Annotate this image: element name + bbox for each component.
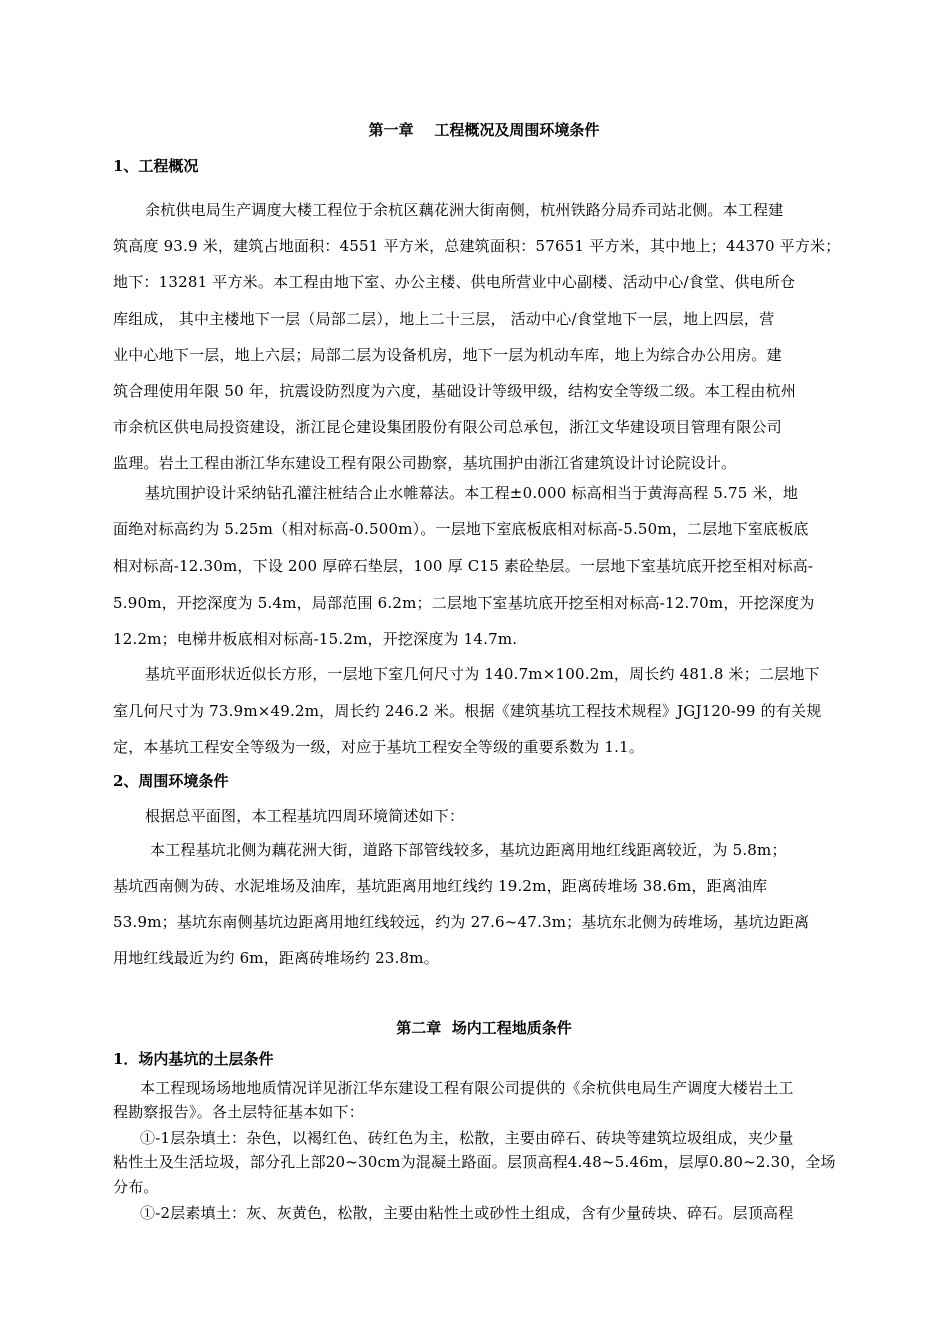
paragraph-line: 用地红线最近为约 6m，距离砖堆场约 23.8m。	[113, 949, 439, 967]
paragraph-line: 室几何尺寸为 73.9m×49.2m，周长约 246.2 米。根据《建筑基坑工程技术规程》JGJ120-99 的有关规	[113, 702, 822, 720]
paragraph-line: 分布。	[113, 1178, 159, 1196]
paragraph-line: ①-1层杂填土：杂色，以褐红色、砖红色为主，松散，主要由碎石、砖块等建筑垃圾组成，夹少量	[140, 1129, 794, 1147]
paragraph-line: ①-2层素填土：灰、灰黄色，松散，主要由粘性土或砂性土组成，含有少量砖块、碎石。层顶高程	[140, 1204, 794, 1222]
paragraph-line: 面绝对标高约为 5.25m（相对标高-0.500m）。一层地下室底板底相对标高-5.50m，二层地下室底板底	[113, 520, 809, 538]
paragraph-line: 粘性土及生活垃圾，部分孔上部20~30cm为混凝土路面。层顶高程4.48~5.46m，层厚0.80~2.30，全场	[113, 1153, 836, 1171]
paragraph-line: 53.9m；基坑东南侧基坑边距离用地红线较远，约为 27.6~47.3m；基坑东北侧为砖堆场，基坑边距离	[113, 913, 810, 931]
paragraph-line: 本工程现场场地地质情况详见浙江华东建设工程有限公司提供的《余杭供电局生产调度大楼岩土工	[140, 1079, 794, 1097]
paragraph-line: 筑合理使用年限 50 年，抗震设防烈度为六度，基础设计等级甲级，结构安全等级二级。本工程由杭州	[113, 382, 797, 400]
paragraph-line: 根据总平面图，本工程基坑四周环境简述如下：	[145, 807, 465, 825]
paragraph-line: 程勘察报告》。各土层特征基本如下：	[113, 1103, 364, 1121]
paragraph-line: 市余杭区供电局投资建设，浙江昆仑建设集团股份有限公司总承包，浙江文华建设项目管理有限公司	[113, 418, 782, 436]
paragraph-line: 基坑围护设计采纳钻孔灌注桩结合止水帷幕法。本工程±0.000 标高相当于黄海高程 5.75 米，地	[145, 484, 799, 502]
paragraph-line: 监理。岩土工程由浙江华东建设工程有限公司勘察，基坑围护由浙江省建筑设计讨论院设计。	[113, 454, 737, 472]
paragraph-line: 库组成， 其中主楼地下一层（局部二层），地上二十三层， 活动中心/食堂地下一层，地上四层，营	[113, 310, 775, 328]
paragraph-line: 业中心地下一层，地上六层；局部二层为设备机房，地下一层为机动车库，地上为综合办公用房。建	[113, 346, 782, 364]
paragraph-line: 本工程基坑北侧为藕花洲大街，道路下部管线较多，基坑边距离用地红线距离较近，为 5.8m；	[150, 841, 787, 859]
chapter-1-title: 第一章 工程概况及周围环境条件	[368, 121, 600, 139]
paragraph-line: 余杭供电局生产调度大楼工程位于余杭区藕花洲大街南侧，杭州铁路分局乔司站北侧。本工程建	[145, 201, 784, 219]
paragraph-line: 5.90m，开挖深度为 5.4m，局部范围 6.2m；二层地下室基坑底开挖至相对标高-12.70m，开挖深度为	[113, 594, 815, 612]
section-1-title: 1、工程概况	[113, 157, 199, 175]
paragraph-line: 基坑平面形状近似长方形，一层地下室几何尺寸为 140.7m×100.2m，周长约 481.8 米；二层地下	[145, 665, 820, 683]
paragraph-line: 相对标高-12.30m，下设 200 厚碎石垫层，100 厚 C15 素砼垫层。一层地下室基坑底开挖至相对标高-	[113, 557, 814, 575]
paragraph-line: 12.2m；电梯井板底相对标高-15.2m，开挖深度为 14.7m.	[113, 630, 518, 648]
paragraph-line: 地下：13281 平方米。本工程由地下室、办公主楼、供电所营业中心副楼、活动中心/食堂、供电所仓	[113, 273, 796, 291]
paragraph-line: 基坑西南侧为砖、水泥堆场及油库，基坑距离用地红线约 19.2m，距离砖堆场 38.6m，距离油库	[113, 877, 768, 895]
chapter-2-section-1-title: 1．场内基坑的土层条件	[113, 1050, 274, 1068]
paragraph-line: 定，本基坑工程安全等级为一级，对应于基坑工程安全等级的重要系数为 1.1。	[113, 738, 645, 756]
section-2-title: 2、周围环境条件	[113, 772, 229, 790]
chapter-2-title: 第二章 场内工程地质条件	[396, 1019, 572, 1037]
paragraph-line: 筑高度 93.9 米，建筑占地面积：4551 平方米，总建筑面积：57651 平方米，其中地上；44370 平方米；	[113, 237, 841, 255]
